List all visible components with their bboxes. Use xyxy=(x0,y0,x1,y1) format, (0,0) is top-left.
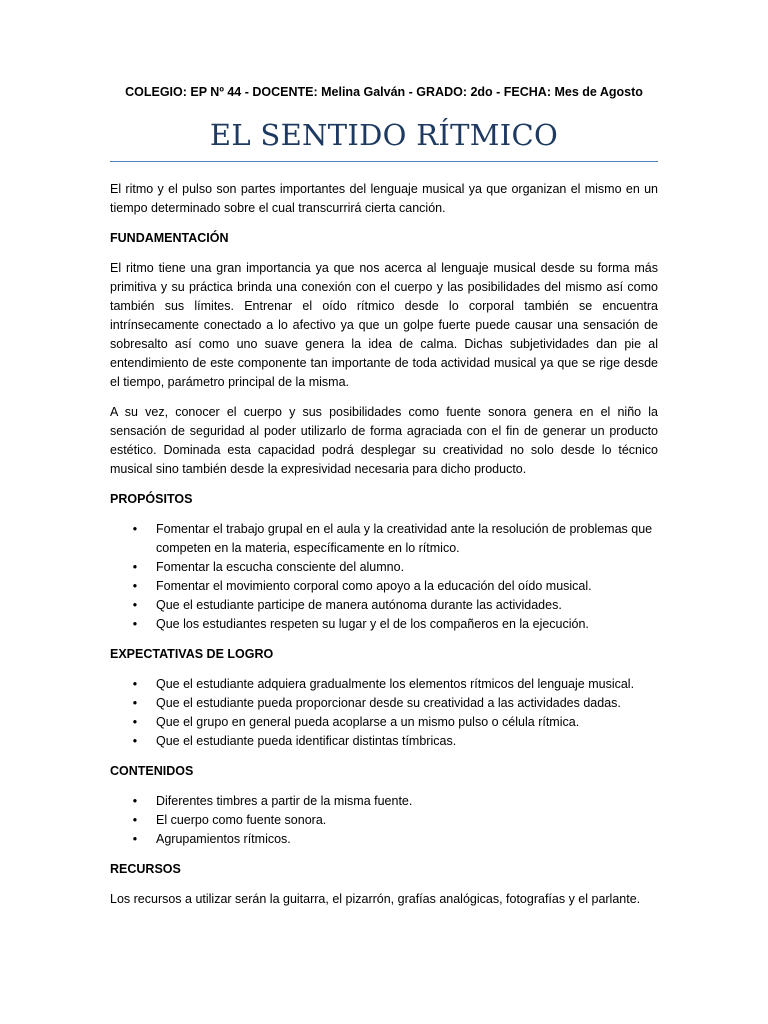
title-divider xyxy=(110,161,658,162)
list-item xyxy=(110,792,658,811)
list-item-text: Que el estudiante pueda proporcionar desde su creatividad a las actividades dadas. xyxy=(156,696,621,710)
list-item-text: El cuerpo como fuente sonora. xyxy=(156,813,327,827)
list-item-text: Que el estudiante pueda identificar distintas tímbricas. xyxy=(156,734,457,748)
section-heading-fundamentacion: FUNDAMENTACIÓN xyxy=(110,231,229,245)
list-item xyxy=(110,732,658,751)
section-heading-recursos: RECURSOS xyxy=(110,862,181,876)
contenidos-list xyxy=(110,792,658,849)
bullet-icon: • xyxy=(132,677,138,691)
propositos-list xyxy=(110,520,658,634)
recursos-paragraph: Los recursos a utilizar serán la guitarra, el pizarrón, grafías analógicas, fotografías y el parlante. xyxy=(110,892,641,906)
list-item-text: Que los estudiantes respeten su lugar y el de los compañeros en la ejecución. xyxy=(156,617,589,631)
document-header: COLEGIO: EP Nº 44 - DOCENTE: Melina Galván - GRADO: 2do - FECHA: Mes de Agosto xyxy=(125,85,643,99)
bullet-icon: • xyxy=(132,734,138,748)
list-item xyxy=(110,675,658,694)
bullet-icon: • xyxy=(132,617,138,631)
list-item xyxy=(110,577,658,596)
list-item xyxy=(110,811,658,830)
list-item-text: Que el grupo en general pueda acoplarse a un mismo pulso o célula rítmica. xyxy=(156,715,580,729)
list-item xyxy=(110,830,658,849)
page-title: EL SENTIDO RÍTMICO xyxy=(209,118,559,152)
bullet-icon: • xyxy=(132,598,138,612)
list-item-text: Fomentar el movimiento corporal como apoyo a la educación del oído musical. xyxy=(156,579,592,593)
bullet-icon: • xyxy=(132,579,138,593)
bullet-icon: • xyxy=(132,813,138,827)
intro-paragraph: El ritmo y el pulso son partes importantes del lenguaje musical ya que organizan el mismo en un tiempo determinado sobre el cual transcurrirá cierta canción. xyxy=(110,182,658,215)
bullet-icon: • xyxy=(132,696,138,710)
list-item-text: Agrupamientos rítmicos. xyxy=(156,832,291,846)
list-item-text: Fomentar la escucha consciente del alumno. xyxy=(156,560,405,574)
fundamentacion-paragraph-2: A su vez, conocer el cuerpo y sus posibilidades como fuente sonora genera en el niño la sensación de seguridad al poder utilizarlo de forma agraciada con el fin de generar un producto estético. Dominada esta capacidad podrá desplegar su creatividad no solo desde lo técnico musical sino también desde la expresividad necesaria para dicho producto. xyxy=(110,405,658,476)
list-item-text: Diferentes timbres a partir de la misma fuente. xyxy=(156,794,413,808)
list-item-text: Que el estudiante adquiera gradualmente los elementos rítmicos del lenguaje musical. xyxy=(156,677,635,691)
bullet-icon: • xyxy=(132,832,138,846)
list-item xyxy=(110,596,658,615)
fundamentacion-paragraph-1: El ritmo tiene una gran importancia ya que nos acerca al lenguaje musical desde su forma más primitiva y su práctica brinda una conexión con el cuerpo y las posibilidades del mismo así como también sus límites. Entrenar el oído rítmico desde lo corporal también se encuentra intrínsecamente conectado a lo afectivo ya que un golpe fuerte puede causar una sensación de sobresalto así como uno suave genera la idea de calma. Dichas subjetividades dan pie al entendimiento de este componente tan importante de toda actividad musical ya que se rige desde el tiempo, parámetro principal de la misma. xyxy=(110,261,658,389)
expectativas-list xyxy=(110,675,658,751)
list-item xyxy=(110,615,658,634)
bullet-icon: • xyxy=(132,715,138,729)
list-item-text: Que el estudiante participe de manera autónoma durante las actividades. xyxy=(156,598,562,612)
bullet-icon: • xyxy=(132,560,138,574)
bullet-icon: • xyxy=(132,522,138,536)
section-heading-expectativas: EXPECTATIVAS DE LOGRO xyxy=(110,647,274,661)
list-item xyxy=(110,694,658,713)
list-item xyxy=(110,713,658,732)
document-body xyxy=(110,180,658,920)
section-heading-contenidos: CONTENIDOS xyxy=(110,764,194,778)
list-item xyxy=(110,520,658,558)
list-item xyxy=(110,558,658,577)
section-heading-propositos: PROPÓSITOS xyxy=(110,492,193,506)
list-item-text: Fomentar el trabajo grupal en el aula y la creatividad ante la resolución de problemas que competen en la materia, específicamente en lo rítmico. xyxy=(156,522,653,555)
bullet-icon: • xyxy=(132,794,138,808)
